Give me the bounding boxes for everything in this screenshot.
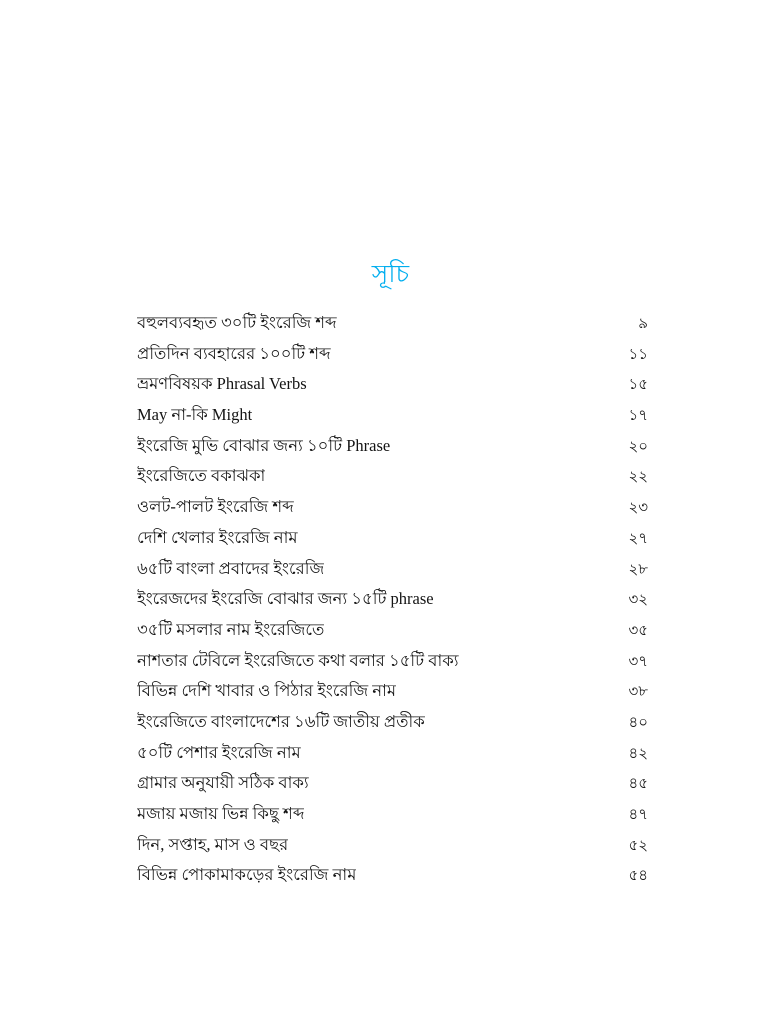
toc-entry[interactable]	[137, 554, 648, 585]
toc-entry-title: ভ্রমণবিষয়ক Phrasal Verbs	[137, 374, 307, 394]
page-title: সূচি	[371, 260, 410, 288]
toc-entry-page-number: ৩২	[628, 592, 648, 609]
toc-entry[interactable]	[137, 830, 648, 861]
toc-entry-page-number: ২২	[628, 469, 648, 486]
toc-entry[interactable]	[137, 676, 648, 707]
toc-entry-title: ৬৫টি বাংলা প্রবাদের ইংরেজি	[137, 558, 325, 578]
toc-entry-title: ইংরেজিতে বাংলাদেশের ১৬টি জাতীয় প্রতীক	[137, 711, 425, 731]
toc-entry[interactable]	[137, 768, 648, 799]
toc-entry-title: ইংরেজি মুভি বোঝার জন্য ১০টি Phrase	[137, 435, 391, 455]
toc-entry-page-number: ৫২	[628, 837, 648, 854]
toc-entry-title: নাশতার টেবিলে ইংরেজিতে কথা বলার ১৫টি বাক্য	[137, 650, 459, 670]
toc-entry-title: ইংরেজিতে বকাঝকা	[137, 466, 266, 486]
table-of-contents-list	[137, 308, 648, 891]
toc-entry-page-number: ২৭	[628, 530, 648, 547]
toc-entry-page-number: ২৮	[628, 561, 648, 578]
toc-entry[interactable]	[137, 646, 648, 677]
toc-entry[interactable]	[137, 492, 648, 523]
toc-entry-page-number: ২০	[628, 438, 648, 455]
toc-entry-title: ৫০টি পেশার ইংরেজি নাম	[137, 742, 301, 762]
toc-entry[interactable]	[137, 400, 648, 431]
toc-entry[interactable]	[137, 615, 648, 646]
toc-entry-page-number: ৩৫	[628, 622, 648, 639]
toc-entry-title: বিভিন্ন পোকামাকড়ের ইংরেজি নাম	[137, 865, 357, 885]
toc-entry-title: মজায় মজায় ভিন্ন কিছু শব্দ	[137, 804, 305, 823]
toc-entry[interactable]	[137, 308, 648, 339]
toc-entry-title: দিন, সপ্তাহ, মাস ও বছর	[137, 834, 289, 854]
toc-entry[interactable]	[137, 461, 648, 492]
toc-entry-title: গ্রামার অনুযায়ী সঠিক বাক্য	[137, 773, 309, 793]
toc-entry-page-number: ৪২	[628, 745, 648, 762]
toc-entry-page-number: ৩৭	[628, 653, 648, 670]
toc-entry[interactable]	[137, 369, 648, 400]
toc-entry-page-number: ৪৭	[628, 807, 648, 823]
toc-entry[interactable]	[137, 860, 648, 891]
toc-entry-title: ৩৫টি মসলার নাম ইংরেজিতে	[137, 619, 325, 639]
toc-entry-title: ইংরেজদের ইংরেজি বোঝার জন্য ১৫টি phrase	[137, 589, 434, 609]
toc-entry[interactable]	[137, 799, 648, 830]
toc-entry-page-number: ৪০	[628, 714, 648, 731]
toc-entry-title: বিভিন্ন দেশি খাবার ও পিঠার ইংরেজি নাম	[137, 681, 397, 701]
toc-entry-title: বহুলব্যবহৃত ৩০টি ইংরেজি শব্দ	[137, 313, 337, 332]
toc-entry[interactable]	[137, 339, 648, 370]
toc-entry-title: ওলট-পালট ইংরেজি শব্দ	[137, 497, 294, 517]
toc-entry[interactable]	[137, 738, 648, 769]
toc-entry-page-number: ২৩	[628, 500, 648, 517]
toc-entry[interactable]	[137, 707, 648, 738]
toc-entry-page-number: ৯	[638, 316, 648, 332]
toc-entry-title: May না-কি Might	[137, 405, 253, 425]
toc-entry-title: প্রতিদিন ব্যবহারের ১০০টি শব্দ	[137, 343, 331, 363]
toc-entry-page-number: ৫৪	[628, 868, 648, 885]
toc-entry-page-number: ৪৫	[628, 776, 648, 793]
toc-entry-page-number: ১৫	[628, 377, 648, 394]
toc-entry[interactable]	[137, 584, 648, 615]
toc-entry[interactable]	[137, 523, 648, 554]
toc-entry-page-number: ৩৮	[628, 684, 648, 701]
toc-entry-page-number: ১১	[628, 346, 648, 363]
toc-entry[interactable]	[137, 431, 648, 462]
toc-entry-title: দেশি খেলার ইংরেজি নাম	[137, 527, 298, 547]
toc-entry-page-number: ১৭	[628, 408, 648, 425]
